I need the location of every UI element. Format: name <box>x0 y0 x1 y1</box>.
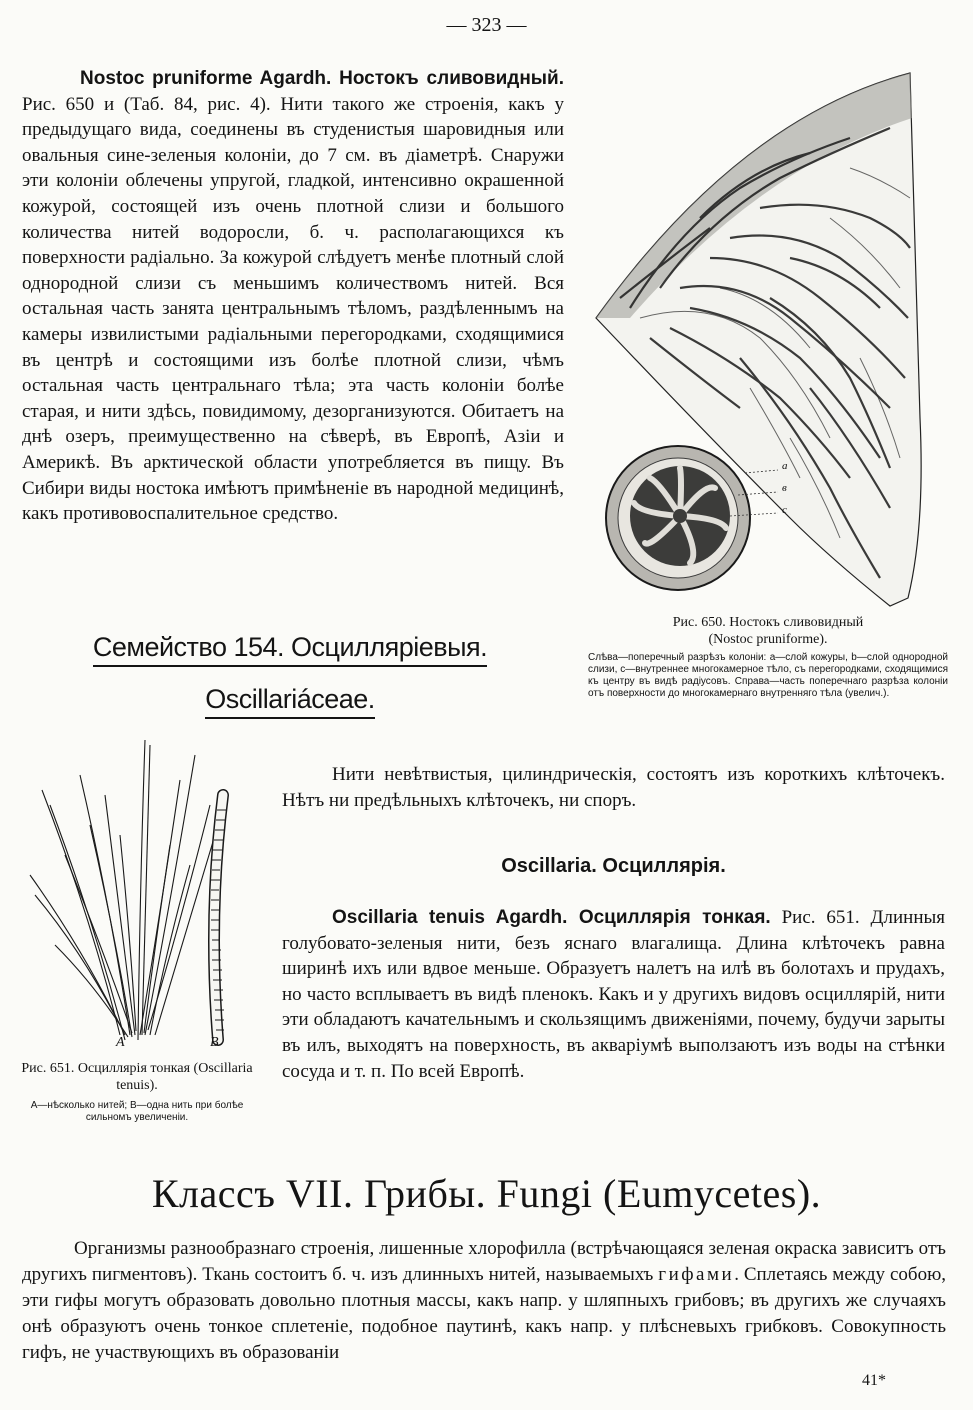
oscillaria-illustration <box>20 735 260 1057</box>
figure-650 <box>590 58 950 618</box>
label-a-filaments: A <box>116 1035 125 1050</box>
family-latin-block <box>60 684 520 719</box>
figure-651-caption: Рис. 651. Осциллярія тонкая (Oscillaria tenuis). <box>21 1061 253 1093</box>
printer-signature: 41* <box>862 1372 886 1389</box>
figure-650-legend: Слѣва—поперечный разрѣзъ колоніи: a—слой кожуры, b—слой однородной слизи, c—внутреннее многокамерное тѣло, съ перегородками, сходящимися къ центру въ видѣ радіусовъ. Справа—часть поперечнаго разрѣза колоніи отъ поверхности до многокамернаго внутренняго тѣла (увелич.). <box>588 652 948 699</box>
nostoc-paragraph <box>22 66 564 527</box>
page-number: — 323 — <box>446 14 527 36</box>
fungi-lead: Организмы разнообразнаго строенія, лишенные хлорофилла (встрѣчающаяся зеленая окраска зависитъ отъ другихъ пигментовъ). Ткань состоитъ б. ч. изъ длинныхъ нитей, называемыхъ <box>22 1238 946 1285</box>
oscillaria-body: Рис. 651. Длинныя голубовато-зеленыя нити, безъ яснаго влагалища. Длина клѣточекъ равна ширинѣ ихъ или вдвое меньше. Образуетъ налетъ на илѣ въ болотахъ и прудахъ, но часто всплываетъ въ видѣ пленокъ. Какъ и у другихъ видовъ осциллярій, нити эти обладаютъ качательнымъ и скользящимъ движеніями, почему, будучи зарыты въ илъ, выходятъ на поверхность, въ акваріумѣ выползаютъ изъ воды на стѣнки сосуда и т. п. По всей Европѣ. <box>282 907 945 1082</box>
class-title: Классъ VII. Грибы. Fungi (Eumycetes). <box>151 1171 822 1216</box>
label-c: c <box>782 504 787 516</box>
family-title-block <box>60 632 520 667</box>
family-latin: Oscillariáceae. <box>205 684 375 719</box>
fungi-paragraph <box>22 1236 946 1366</box>
oscillaria-heading: Oscillaria tenuis Agardh. Осциллярія тонкая. <box>332 907 771 928</box>
family-description: Нити невѣтвистыя, цилиндрическія, состоятъ изъ короткихъ клѣточекъ. Нѣтъ ни предѣльныхъ клѣточекъ, ни споръ. <box>282 764 945 811</box>
colony-section <box>606 446 750 590</box>
figure-650-caption: Рис. 650. Ностокъ сливовидный (Nostoc pruniforme). <box>672 615 864 647</box>
label-b-filament: B <box>210 1035 219 1050</box>
nostoc-heading: Nostoc pruniforme Agardh. Ностокъ сливовидный. <box>80 68 564 89</box>
label-b: в <box>782 482 787 494</box>
family-title: Семейство 154. Осциллярiевыя. <box>93 632 487 667</box>
figure-651 <box>20 735 260 1057</box>
label-a: a <box>782 460 788 472</box>
fungi-term: гифами <box>658 1264 735 1285</box>
oscillaria-paragraph <box>282 905 945 1084</box>
nostoc-body: Рис. 650 и (Таб. 84, рис. 4). Нити такого же строенія, какъ у предыдущаго вида, соединены въ студенистыя шаровидныя или овальныя сине-зеленыя колоніи, до 7 см. въ діаметрѣ. Снаружи эти колоніи облечены упругой, гладкой, интенсивно окрашенной кожурой, состоящей изъ очень плотной слизи и большого количества нитей водоросли, б. ч. располагающихся къ поверхности радіально. За кожурой слѣдуетъ менѣе плотный слой однородной слизи съ меньшимъ количествомъ нитей. Вся остальная часть занята центральнымъ тѣломъ, раздѣленнымъ на камеры извилистыми радіальными перегородками, сходящимися въ центрѣ и состоящими изъ болѣе плотной слизи, чѣмъ остальная часть центральнаго тѣла; эта часть колоніи болѣе старая, и нити здѣсь, повидимому, дезорганизуются. Обитаетъ на днѣ озеръ, преимущественно на сѣверѣ, въ Европѣ, Азіи и Америкѣ. Въ арктической области употребляется въ пищу. Въ Сибири виды ностока имѣютъ примѣненіе въ народной медицинѣ, какъ противовоспалительное средство. <box>22 93 564 525</box>
figure-651-legend: A—нѣсколько нитей; B—одна нить при болѣе сильномъ увеличеніи. <box>30 1100 244 1123</box>
genus-heading: Oscillaria. Осциллярія. <box>501 855 726 877</box>
nostoc-illustration <box>590 58 950 618</box>
fungi-rest: . Сплетаясь между собою, эти гифы могутъ образовать довольно плотныя массы, какъ напр. у шляпныхъ грибовъ; въ другихъ же случаяхъ онѣ образуютъ очень тонкое сплетеніе, подобное паутинѣ, какъ напр. у плѣсневыхъ грибковъ. Совокупность гифъ, не участвующихъ въ образованіи <box>22 1264 947 1363</box>
